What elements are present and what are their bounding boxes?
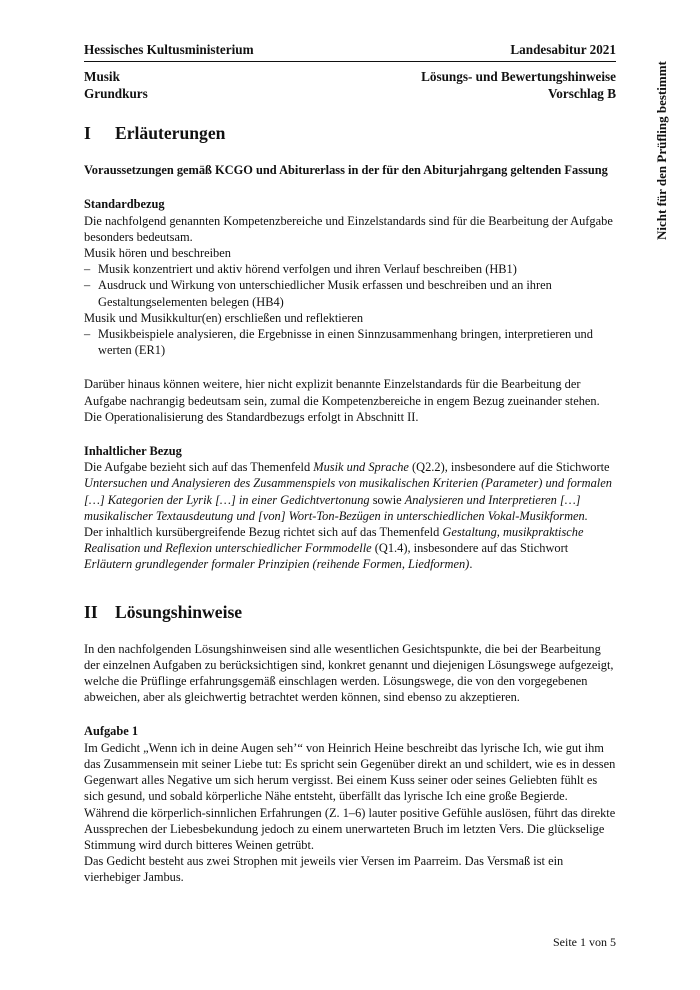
standard-heading: Standardbezug — [84, 197, 165, 212]
section-2-heading: II Lösungshinweise — [84, 601, 243, 622]
task-1-paragraph-2: Das Gedicht besteht aus zwei Strophen mit jeweils vier Versen im Paarreim. Das Versmaß ist ein vierhebiger Jambus. — [84, 854, 564, 885]
task-1-heading: Aufgabe 1 — [84, 724, 139, 739]
exam-title: Landesabitur 2021 — [510, 42, 616, 57]
area-1: Musik hören und beschreiben — [84, 246, 231, 261]
solution-intro: In den nachfolgenden Lösungshinweisen sind alle wesentlichen Gesichtspunkte, die bei der Bearbeitung der einzelnen Aufgaben zu berücksichtigen sind, konkret genannt und diejenigen Lösungswege aufgezeigt, welche die Prüflinge erfahrungsgemäß einschlagen werden. Lösungswege, die von den vorgegebenen abweichen, aber als gleichwertig betrachtet werden können, sind ebenso zu akzeptieren. — [84, 641, 614, 705]
proposal: Vorschlag B — [547, 85, 616, 101]
list-item: – Musik konzentriert und aktiv hörend verfolgen und ihren Verlauf beschreiben (HB1) — [84, 262, 517, 277]
page-number: Seite 1 von 5 — [553, 935, 616, 949]
content-heading: Inhaltlicher Bezug — [84, 444, 182, 459]
list-item: – Ausdruck und Wirkung von unterschiedlicher Musik erfassen und beschreiben und an ihren Gestaltungselementen belegen (HB4) — [84, 278, 552, 309]
kcgo-note: Voraussetzungen gemäß KCGO und Abiturerlass in der für den Abiturjahrgang geltenden Fassung — [84, 163, 608, 178]
header-sub — [84, 69, 616, 102]
area-2: Musik und Musikkultur(en) erschließen und reflektieren — [84, 310, 364, 325]
task-1-block — [84, 723, 616, 885]
content-block — [84, 443, 616, 573]
standard-intro: Die nachfolgend genannten Kompetenzbereiche und Einzelstandards sind für die Bearbeitung der Aufgabe besonders bedeutsam. — [84, 213, 613, 244]
document-page — [84, 42, 616, 886]
subject: Musik — [84, 69, 120, 85]
section-1-heading: I Erläuterungen — [84, 123, 226, 144]
task-1-paragraph-1: Im Gedicht „Wenn ich in deine Augen seh’“ von Heinrich Heine beschreibt das lyrische Ich, wie gut ihm das Zusammensein mit seiner Liebe tut: Es spricht sein Gegenüber direkt an und schildert, wie es in dessen Gegenwart alles Negative um sich herum vergisst. Bei einem Kuss seiner oder seines Geliebten fühlt es sich gesund, und sobald körperliche Nähe entsteht, überfällt das lyrische Ich eine große Begierde. Während die körperlich-sinnlichen Erfahrungen (Z. 1–6) lauter positive Gefühle auslösen, führt das direkte Aussprechen der Liebesbekundung jedoch zu einem unerwarteten Bruch im letzten Vers. Die glückselige Stimmung wird durch bitteres Weinen getrübt. — [84, 740, 616, 852]
content-paragraph-2: Der inhaltlich kursübergreifende Bezug richtet sich auf das Themenfeld Gestaltung, musikpraktische Realisation und Reflexion unterschiedlicher Formmodelle (Q1.4), insbesondere auf das Stichwort Erläutern grundlegender formaler Prinzipien (reihende Formen, Liedformen). — [84, 525, 584, 572]
course: Grundkurs — [84, 85, 148, 101]
content-paragraph-1: Die Aufgabe bezieht sich auf das Themenfeld Musik und Sprache (Q2.2), insbesondere auf die Stichworte Untersuchen und Analysieren des Zusammenspiels von musikalischen Kriterien (Parameter) und formalen […] Kategorien der Lyrik […] in einer Gedichtvertonung sowie Analysieren und Interpretieren […] musikalischer Textausdeutung und [von] Wort-Ton-Bezügen in unterschiedlichen Vokal-Musikformen. — [84, 460, 612, 523]
standard-block — [84, 196, 616, 358]
ministry-name: Hessisches Kultusministerium — [84, 42, 254, 57]
beyond-paragraph: Darüber hinaus können weitere, hier nicht explizit benannte Einzelstandards für die Bearbeitung der Aufgabe nachrangig bedeutsam sein, zumal die Kompetenzbereiche in engem Bezug zueinander stehen. Die Operationalisierung des Standardbezugs erfolgt in Abschnitt II. — [84, 377, 600, 424]
side-note: Nicht für den Prüfling bestimmt — [654, 61, 669, 240]
list-item: – Musikbeispiele analysieren, die Ergebnisse in einen Sinnzusammenhang bringen, interpretieren und werten (ER1) — [84, 327, 593, 358]
header-top — [84, 42, 616, 62]
doc-type: Lösungs- und Bewertungshinweise — [421, 69, 616, 85]
